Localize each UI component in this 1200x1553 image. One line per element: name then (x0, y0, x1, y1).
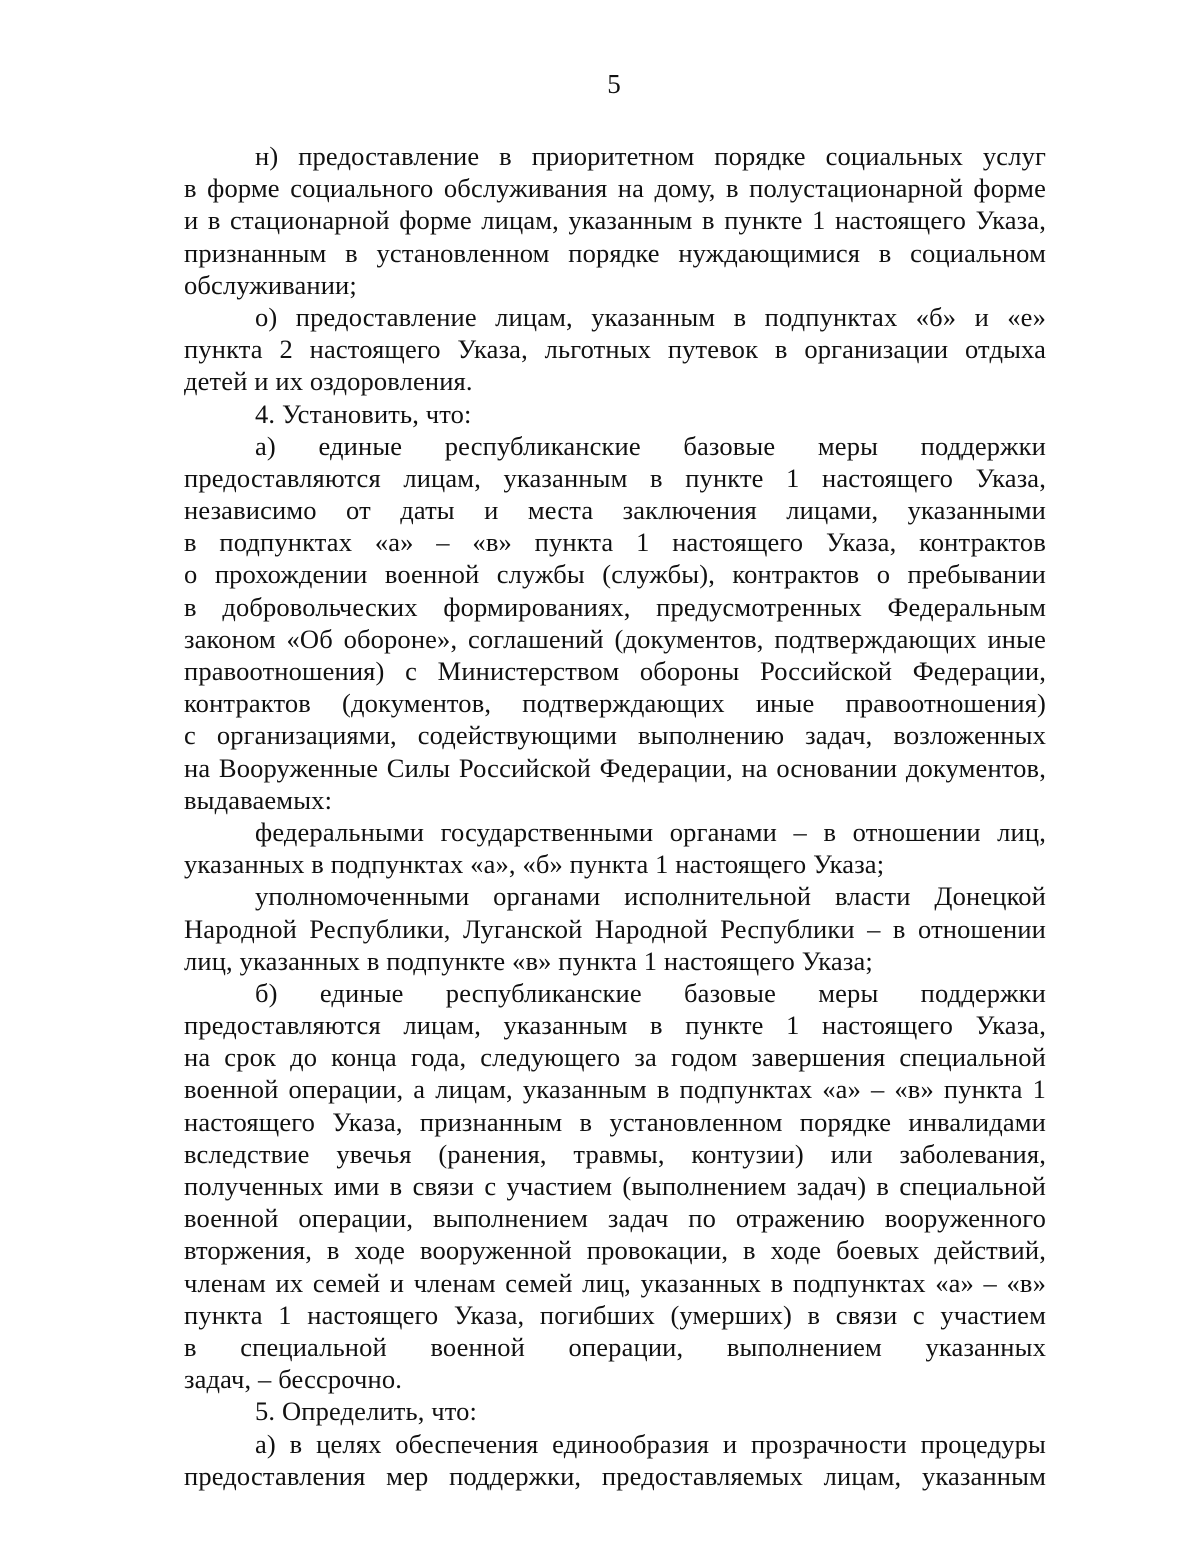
text-line: федеральными государственными органами – в отношении лиц, (255, 816, 1046, 847)
text-line: контрактов (документов, подтверждающих иные правоотношения) (184, 688, 1046, 719)
text-line: предоставления мер поддержки, предоставляемых лицам, указанным (184, 1460, 1046, 1491)
text-line: вследствие увечья (ранения, травмы, контузии) или заболевания, (184, 1138, 1046, 1169)
text-line: настоящего Указа, признанным в установленном порядке инвалидами (184, 1106, 1046, 1137)
text-line: правоотношения) с Министерством обороны Российской Федерации, (184, 656, 1046, 686)
text-line: законом «Об обороне», соглашений (документов, подтверждающих иные (184, 623, 1046, 654)
document-body (184, 140, 1046, 1492)
text-line: а) единые республиканские базовые меры поддержки (255, 430, 1046, 461)
page-number: 5 (607, 69, 621, 99)
text-line: н) предоставление в приоритетном порядке социальных услуг (255, 141, 1046, 171)
text-line: 4. Установить, что: (255, 398, 472, 429)
text-line: уполномоченными органами исполнительной власти Донецкой (255, 881, 1046, 912)
text-line: предоставляются лицам, указанным в пункте 1 настоящего Указа, (184, 1010, 1046, 1041)
text-line: детей и их оздоровления. (184, 366, 473, 397)
text-line: членам их семей и членам семей лиц, указанных в подпунктах «а» – «в» (184, 1267, 1046, 1298)
text-line: предоставляются лицам, указанным в пункте 1 настоящего Указа, (184, 462, 1046, 493)
text-line: выдаваемых: (184, 784, 333, 815)
text-line: в подпунктах «а» – «в» пункта 1 настоящего Указа, контрактов (184, 527, 1046, 558)
text-line: лиц, указанных в подпункте «в» пункта 1 настоящего Указа; (184, 945, 873, 976)
text-line: с организациями, содействующими выполнению задач, возложенных (184, 720, 1046, 751)
text-line: и в стационарной форме лицам, указанным в пункте 1 настоящего Указа, (184, 205, 1046, 236)
text-line: о) предоставление лицам, указанным в подпунктах «б» и «е» (255, 301, 1046, 332)
text-line: на срок до конца года, следующего за годом завершения специальной (184, 1042, 1046, 1073)
text-line: военной операции, выполнением задач по отражению вооруженного (184, 1203, 1046, 1234)
text-line: в добровольческих формированиях, предусмотренных Федеральным (184, 591, 1046, 622)
text-line: военной операции, а лицам, указанным в подпунктах «а» – «в» пункта 1 (184, 1074, 1046, 1105)
text-line: вторжения, в ходе вооруженной провокации, в ходе боевых действий, (184, 1235, 1046, 1266)
text-line: независимо от даты и места заключения лицами, указанными (184, 495, 1046, 526)
text-line: пункта 2 настоящего Указа, льготных путевок в организации отдыха (184, 334, 1046, 365)
text-line: б) единые республиканские базовые меры поддержки (255, 977, 1046, 1008)
text-line: о прохождении военной службы (службы), контрактов о пребывании (184, 559, 1046, 590)
text-line: пункта 1 настоящего Указа, погибших (умерших) в связи с участием (184, 1299, 1046, 1330)
text-line: указанных в подпунктах «а», «б» пункта 1 настоящего Указа; (184, 849, 885, 880)
text-line: признанным в установленном порядке нуждающимися в социальном (184, 237, 1046, 268)
text-line: на Вооруженные Силы Российской Федерации, на основании документов, (184, 752, 1046, 783)
text-line: в форме социального обслуживания на дому, в полустационарной форме (184, 173, 1046, 204)
text-line: 5. Определить, что: (255, 1396, 478, 1427)
text-line: Народной Республики, Луганской Народной Республики – в отношении (184, 913, 1046, 944)
text-line: а) в целях обеспечения единообразия и прозрачности процедуры (255, 1428, 1046, 1459)
text-line: полученных ими в связи с участием (выполнением задач) в специальной (184, 1171, 1046, 1201)
text-line: обслуживании; (184, 269, 357, 300)
text-line: в специальной военной операции, выполнением указанных (184, 1331, 1046, 1362)
text-line: задач, – бессрочно. (184, 1364, 402, 1395)
